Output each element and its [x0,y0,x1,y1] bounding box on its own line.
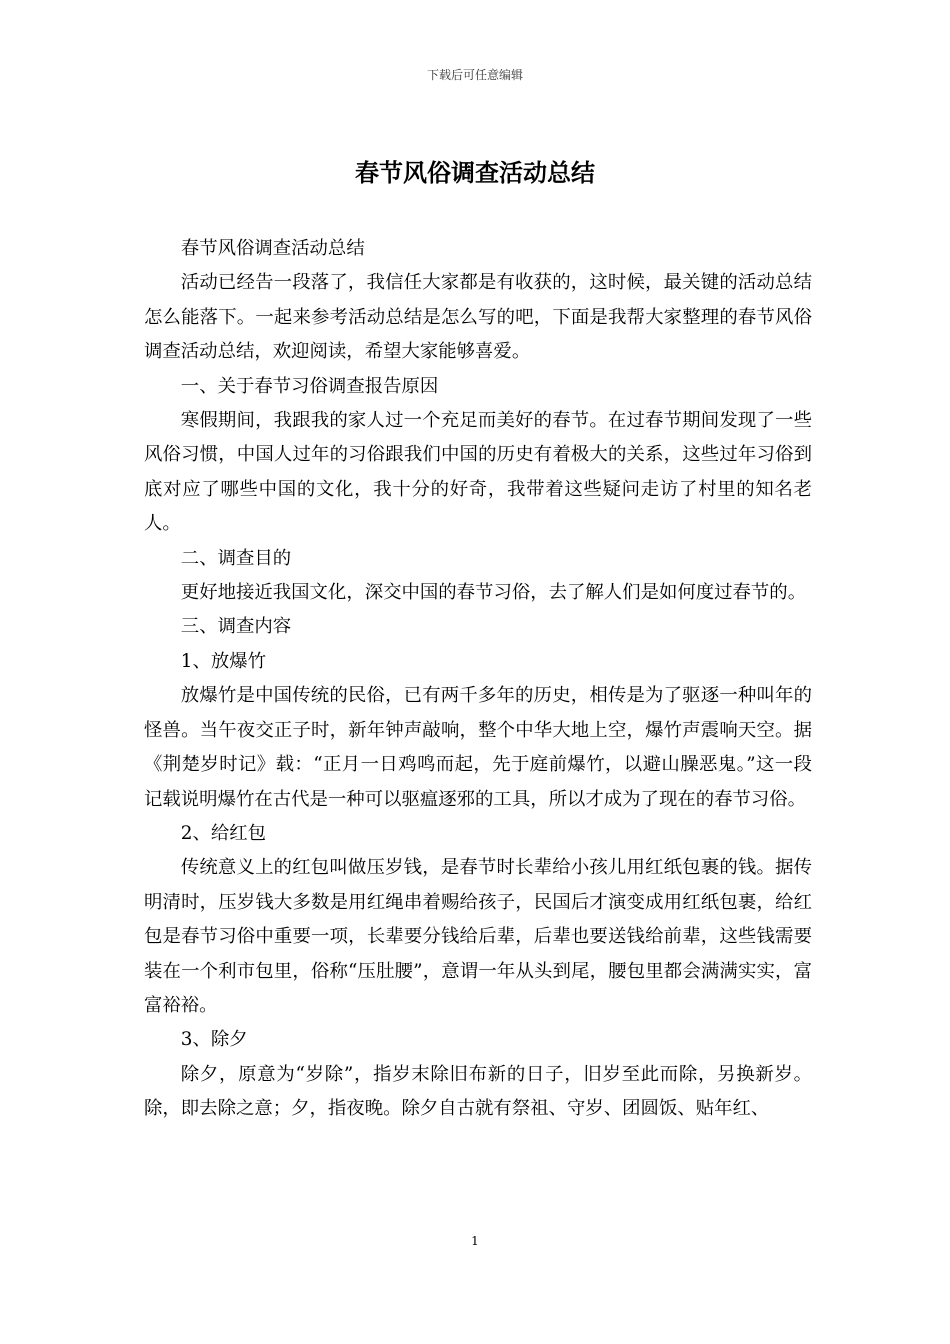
document-body [144,232,812,1127]
section-heading: 二、调查目的 [180,547,292,569]
paragraph: 传统意义上的红包叫做压岁钱，是春节时长辈给小孩儿用红纸包裹的钱。据传明清时，压岁钱大多数是用红绳串着赐给孩子，民国后才演变成用红纸包裹，给红包是春节习俗中重要一项，长辈要分钱给后辈，后辈也要送钱给前辈，这些钱需要装在一个利市包里，俗称“压肚腰”，意谓一年从头到尾，腰包里都会满满实实，富富裕裕。 [144,857,812,1016]
paragraph: 更好地接近我国文化，深交中国的春节习俗，去了解人们是如何度过春节的。 [180,582,807,604]
section-heading: 一、关于春节习俗调查报告原因 [180,375,439,397]
page-number: 1 [471,1234,479,1248]
subsection-heading: 2、给红包 [180,822,267,844]
subsection-heading: 1、放爆竹 [180,650,267,672]
paragraph: 放爆竹是中国传统的民俗，已有两千多年的历史，相传是为了驱逐一种叫年的怪兽。当午夜交正子时，新年钟声敲响，整个中华大地上空，爆竹声震响天空。据《荆楚岁时记》载：“正月一日鸡鸣而起，先于庭前爆竹，以避山臊恶鬼。”这一段记载说明爆竹在古代是一种可以驱瘟逐邪的工具，所以才成为了现在的春节习俗。 [144,685,812,810]
section-heading: 三、调查内容 [180,616,292,638]
subsection-heading: 3、除夕 [180,1029,248,1051]
paragraph: 除夕，原意为“岁除”，指岁末除旧布新的日子，旧岁至此而除，另换新岁。除，即去除之意；夕，指夜晚。除夕自古就有祭祖、守岁、团圆饭、贴年红、 [144,1063,812,1120]
page-header: 下载后可任意编辑 [426,68,523,82]
paragraph: 活动已经告一段落了，我信任大家都是有收获的，这时候，最关键的活动总结怎么能落下。一起来参考活动总结是怎么写的吧，下面是我帮大家整理的春节风俗调查活动总结，欢迎阅读，希望大家能够喜爱。 [144,272,812,363]
paragraph: 寒假期间，我跟我的家人过一个充足而美好的春节。在过春节期间发现了一些风俗习惯，中国人过年的习俗跟我们中国的历史有着极大的关系，这些过年习俗到底对应了哪些中国的文化，我十分的好奇，我带着这些疑问走访了村里的知名老人。 [144,410,812,535]
document-title: 春节风俗调查活动总结 [355,158,595,187]
paragraph: 春节风俗调查活动总结 [180,238,365,259]
